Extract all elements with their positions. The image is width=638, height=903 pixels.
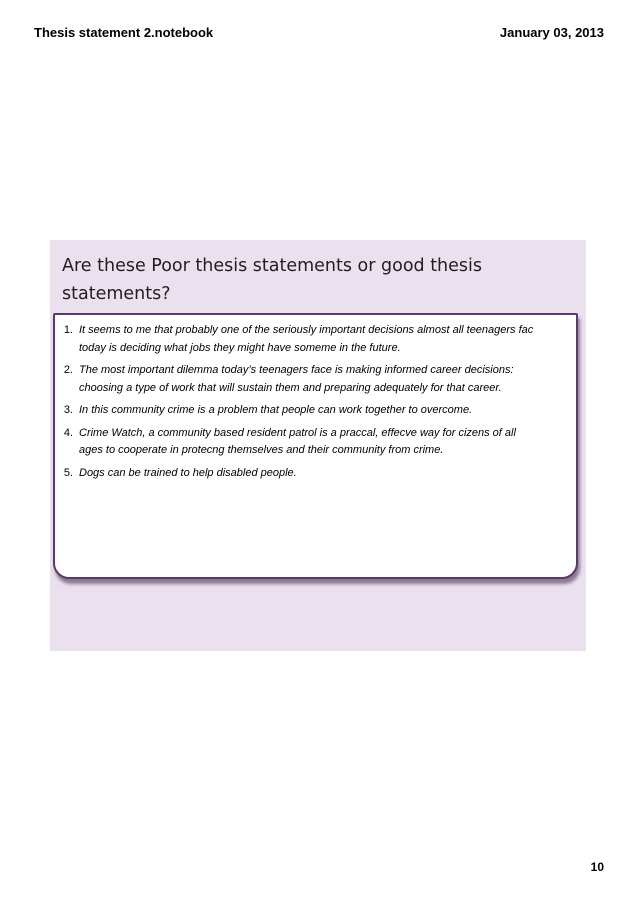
- item-line: choosing a type of work that will sustain them and preparing adequately for that career.: [79, 381, 502, 394]
- slide-heading: Are these Poor thesis statements or good thesis statements?: [62, 256, 483, 304]
- item-line: today is deciding what jobs they might have someme in the future.: [79, 341, 401, 354]
- notebook-title: Thesis statement 2.notebook: [34, 25, 214, 40]
- item-number: 5.: [63, 466, 73, 479]
- item-line: Dogs can be trained to help disabled people.: [79, 466, 297, 479]
- list-item: [55, 425, 576, 460]
- item-number: 4.: [63, 426, 73, 439]
- item-number: 1.: [63, 324, 73, 336]
- list-item: [55, 362, 576, 397]
- list-item: [55, 402, 576, 420]
- page-number: 10: [590, 860, 604, 874]
- item-line: Crime Watch, a community based resident patrol is a praccal, effecve way for cizens of all: [79, 426, 516, 439]
- item-number: 2.: [63, 364, 73, 376]
- item-line: It seems to me that probably one of the seriously important decisions almost all teenagers fac: [79, 324, 534, 336]
- list-item: [55, 322, 576, 357]
- item-line: In this community crime is a problem that people can work together to overcome.: [79, 404, 473, 416]
- statements-card: [53, 313, 578, 579]
- page-date: January 03, 2013: [499, 25, 604, 40]
- item-line: The most important dilemma today’s teenagers face is making informed career decisions:: [79, 364, 514, 376]
- item-number: 3.: [63, 404, 73, 416]
- statements-list: [55, 315, 576, 482]
- notebook-slide: [50, 240, 586, 651]
- item-line: ages to cooperate in protecng themselves and their community from crime.: [79, 444, 444, 456]
- list-item: [55, 465, 576, 483]
